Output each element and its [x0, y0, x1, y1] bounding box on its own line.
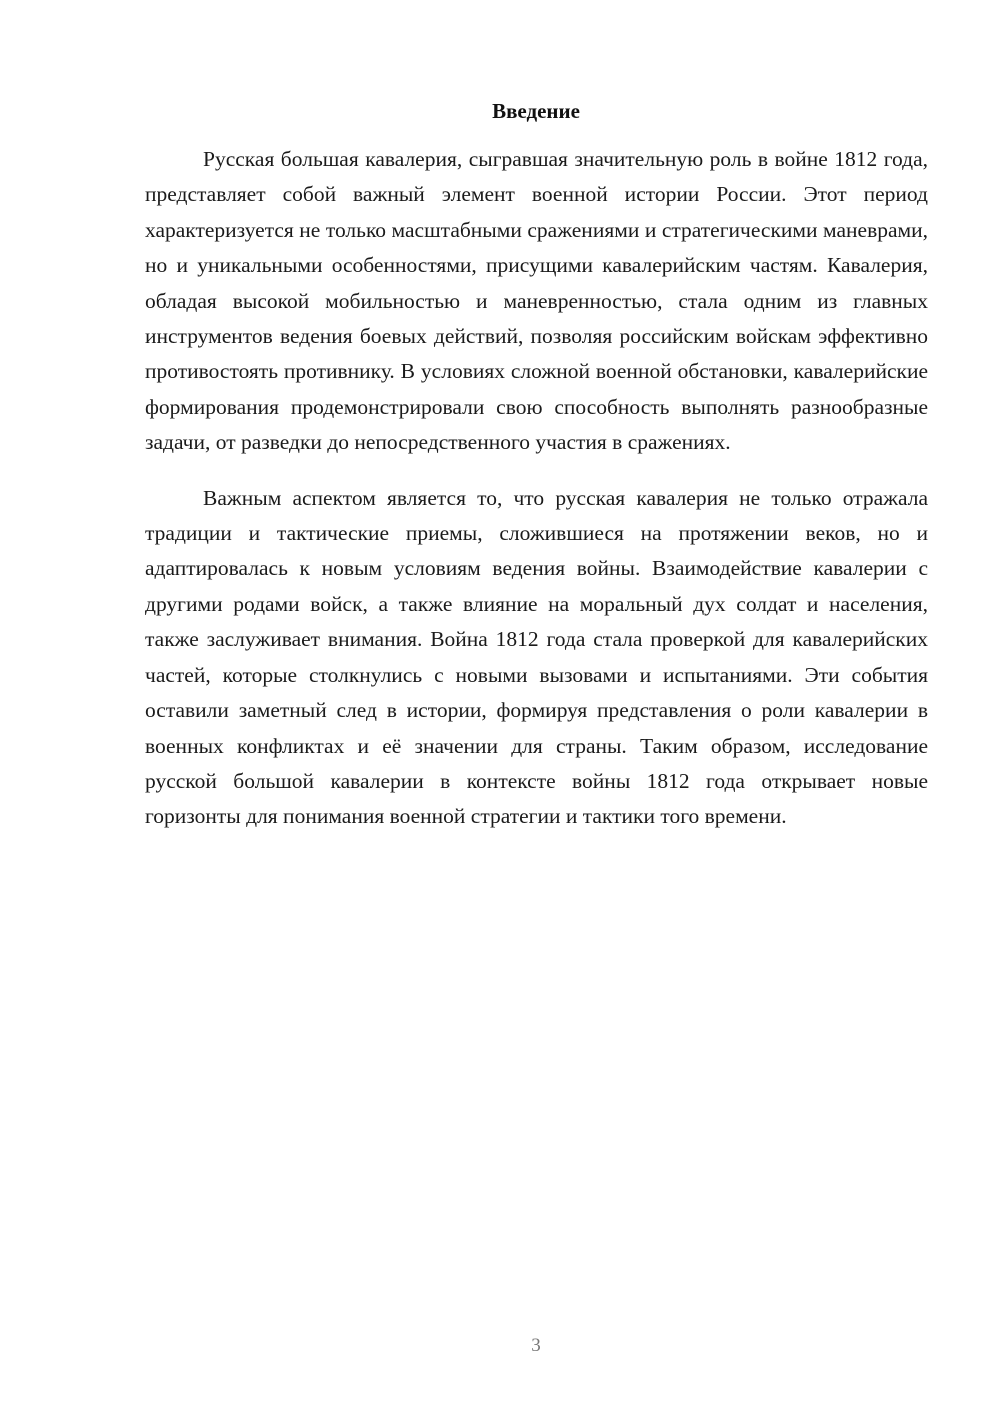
page-number: 3 [531, 1335, 541, 1356]
body-text [145, 142, 928, 835]
page-title: Введение [492, 99, 580, 123]
paragraph-1: Русская большая кавалерия, сыгравшая значительную роль в войне 1812 года, представляет собой важный элемент военной истории России. Этот период характеризуется не только масштабными сражениями и стратегическими маневрами, но и уникальными особенностями, присущими кавалерийским частям. Кавалерия, обладая высокой мобильностью и маневренностью, стала одним из главных инструментов ведения боевых действий, позволяя российским войскам эффективно противостоять противнику. В условиях сложной военной обстановки, кавалерийские формирования продемонстрировали свою способность выполнять разнообразные задачи, от разведки до непосредственного участия в сражениях. [145, 147, 928, 455]
paragraph-2: Важным аспектом является то, что русская кавалерия не только отражала традиции и тактические приемы, сложившиеся на протяжении веков, но и адаптировалась к новым условиям ведения войны. Взаимодействие кавалерии с другими родами войск, а также влияние на моральный дух солдат и населения, также заслуживает внимания. Война 1812 года стала проверкой для кавалерийских частей, которые столкнулись с новыми вызовами и испытаниями. Эти события оставили заметный след в истории, формируя представления о роли кавалерии в военных конфликтах и её значении для страны. Таким образом, исследование русской большой кавалерии в контексте войны 1812 года открывает новые горизонты для понимания военной стратегии и тактики того времени. [145, 485, 928, 829]
